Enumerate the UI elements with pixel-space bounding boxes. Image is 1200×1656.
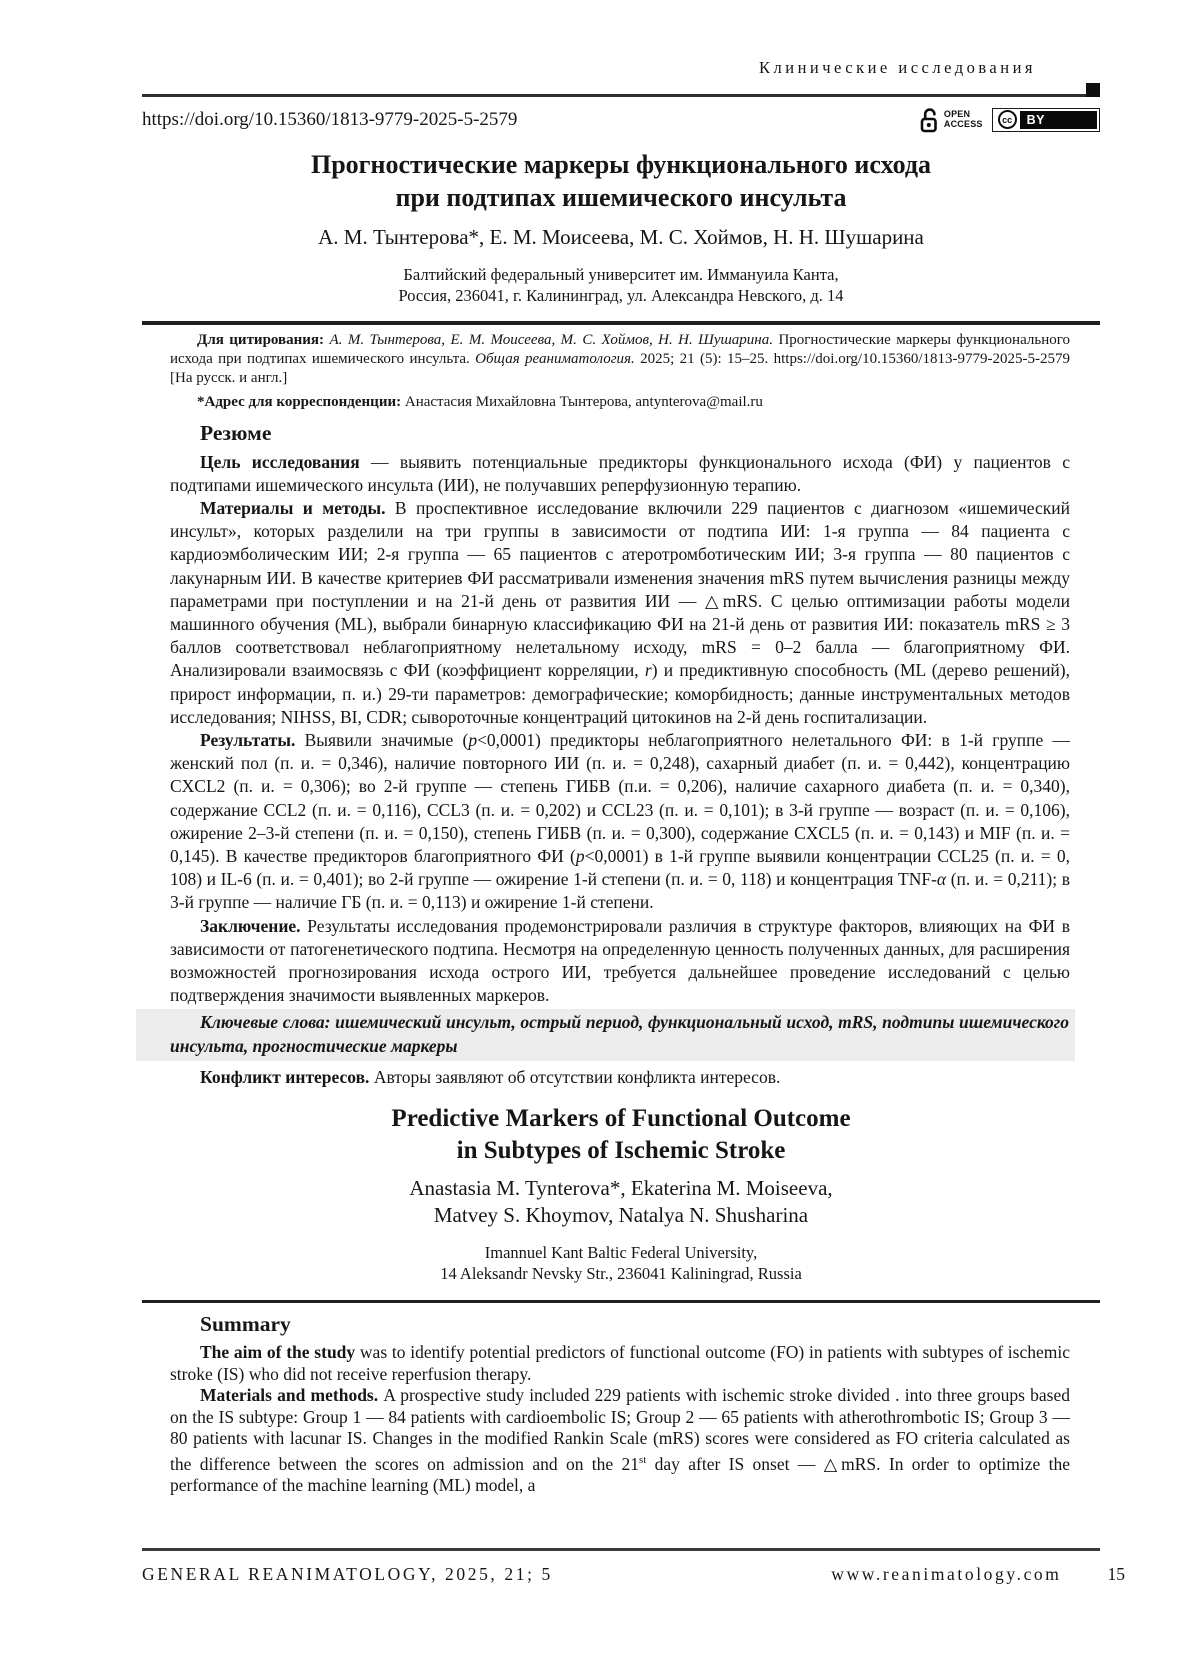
license-badges <box>919 106 1100 133</box>
summary-rule <box>142 1300 1100 1303</box>
article-title-en <box>142 1103 1100 1167</box>
corner-square-decoration <box>1086 83 1100 97</box>
text-run: 2025; 21 (5): 15–25. https://doi.org/10.15360/1813-9779-2025-5-2579 [На русск. и англ.] <box>170 350 1070 386</box>
paragraph <box>170 497 1070 729</box>
journal-website[interactable]: www.reanimatology.com <box>831 1564 1062 1584</box>
summary-heading: Summary <box>200 1311 291 1336</box>
cc-icon: cc <box>998 110 1017 129</box>
text-line: Anastasia M. Tynterova*, Ekaterina M. Moiseeva, <box>409 1175 833 1200</box>
conflict-of-interest <box>170 1066 1070 1089</box>
cc-by-license-badge[interactable] <box>992 108 1100 132</box>
open-access-label <box>944 110 983 130</box>
text-run: st <box>639 1453 647 1466</box>
text-run: В проспективное исследование включили 229 пациентов с диагнозом «ишемический инсульт», которых разделили на три группы в зависимости от подтипа ИИ: 1-я группа — 84 пациента с кардиоэмболическим ИИ; 2-я группа — 65 пациентов с атеротромботическим ИИ; 3-я группа — 80 пациентов с лакунарным ИИ. В качестве критериев ФИ рассматривали изменения значения mRS путем вычисления разницы между параметрами при поступлении и на 21-й день от развития ИИ — △mRS. С целью оптимизации работы модели машинного обучения (ML), выбрали бинарную классификацию ФИ на 21-й день от развития ИИ: показатель mRS ≥ 3 баллов соответствовал неблагоприятному нелетальному исходу, mRS = 0–2 балла — благоприятному ФИ. Анализировали взаимосвязь с ФИ (коэффициент корреляции, <box>170 497 1070 681</box>
citation-paragraph <box>170 331 1070 388</box>
summary-en <box>142 1337 1100 1497</box>
text-run: day after IS onset — △mRS. In order to optimize the performance of the machine learning (ML) model, a <box>170 1453 1070 1496</box>
text-run: α <box>936 869 947 890</box>
doi-row <box>142 106 1100 133</box>
text-run: p <box>468 729 478 750</box>
page-number: 15 <box>1107 1564 1125 1584</box>
text-run: Результаты исследования продемонстрировали различия в структуре факторов, влияющих на ФИ в зависимости от патогенетического подтипа. Несмотря на определенную ценность полученных данных, для расширения возможностей прогнозирования исхода острого ИИ, требуется дальнейшее проведение исследований с целью подтверждения значимости выявленных маркеров. <box>170 915 1070 1006</box>
text-run: — выявить потенциальные предикторы функционального исхода (ФИ) у пациентов с подтипами ишемического инсульта (ИИ), не получавших реперфузионную терапию. <box>170 451 1070 495</box>
paragraph <box>170 1385 1070 1497</box>
text-run: Materials and methods. <box>200 1385 384 1406</box>
text-run: Анастасия Михайловна Тынтерова, antynterova@mail.ru <box>404 393 763 410</box>
article-title-ru <box>142 148 1100 214</box>
text-run: Заключение. <box>200 915 308 936</box>
affiliation-en <box>142 1242 1100 1284</box>
header-rule-line <box>142 94 1087 97</box>
page-footer <box>142 1548 1125 1585</box>
text-run: Для цитирования: <box>197 331 330 348</box>
paragraph <box>170 451 1070 497</box>
correspondence-line <box>170 393 1070 412</box>
authors-en <box>142 1175 1100 1229</box>
text-run: A prospective study included 229 patients with ischemic stroke divided . into three groups based on the IS subtype: Group 1 — 84 patients with cardioembolic IS; Group 2 — 65 patients with atherothrombotic IS; Group 3 — 80 patients with lacunar IS. Changes in the modified Rankin Scale (mRS) scores were considered as FO criteria calculated as the difference between the scores on admission and on the 21 <box>170 1385 1071 1474</box>
text-line: Predictive Markers of Functional Outcome <box>391 1104 851 1132</box>
text-run: r <box>644 660 652 681</box>
text-line: ACCESS <box>943 118 983 129</box>
text-run: Цель исследования <box>200 451 372 472</box>
text-run: (п. и. = 0,211); в 3-й группе — наличие ГБ (п. и. = 0,113) и ожирение 1-й степени. <box>170 869 1070 913</box>
header-rule <box>142 83 1100 97</box>
abstract-ru <box>142 446 1100 1008</box>
abstract-heading-ru: Резюме <box>200 420 272 445</box>
text-run: Выявили значимые ( <box>304 729 469 750</box>
paragraph <box>170 1342 1070 1385</box>
section-label: Клинические исследования <box>759 58 1036 77</box>
text-line: Imannuel Kant Baltic Federal University, <box>484 1242 758 1262</box>
paragraph <box>170 915 1070 1008</box>
text-line: OPEN <box>943 108 971 119</box>
text-line: Matvey S. Khoymov, Natalya N. Shusharina <box>433 1202 809 1227</box>
cc-by-label: BY <box>1020 111 1097 129</box>
text-line: Россия, 236041, г. Калининград, ул. Александра Невского, д. 14 <box>398 286 844 305</box>
conflict-block <box>142 1061 1100 1089</box>
text-run: ) и предиктивную способность (ML (дерево решений), прирост информации, п. и.) 29-ти параметров: демографические; коморбидность; данные инструментальных методов исследования; NIHSS, BI, CDR; сывороточные концентраций цитокинов на 2-й день госпитализации. <box>170 660 1071 727</box>
paragraph <box>170 729 1070 915</box>
text-run: <0,0001) предикторы неблагоприятного нелетального ФИ: в 1-й группе — женский пол (п. и. = 0,346), наличие повторного ИИ (п. и. = 0,248), сахарный диабет (п. и. = 0,442), концентрацию CXCL2 (п. и. = 0,306); во 2-й группе — степень ГИБВ (п.и. = 0,206), наличие сахарного диабета (п. и. = 0,340), содержание CCL2 (п. и. = 0,116), CCL3 (п. и. = 0,202) и CCL23 (п. и. = 0,101); в 3-й группе — возраст (п. и. = 0,106), ожирение 2–3-й степени (п. и. = 0,150), степень ГИБВ (п. и. = 0,300), содержание CXCL5 (п. и. = 0,143) и MIF (п. и. = 0,145). В качестве предикторов благоприятного ФИ ( <box>170 729 1070 866</box>
doi-link[interactable]: https://doi.org/10.15360/1813-9779-2025-5-2579 <box>142 108 518 130</box>
citation-block <box>142 325 1100 412</box>
text-run: The aim of the study <box>200 1341 360 1362</box>
open-lock-icon <box>919 106 940 133</box>
text-line: 14 Aleksandr Nevsky Str., 236041 Kaliningrad, Russia <box>440 1263 802 1283</box>
text-run: Общая реаниматология. <box>475 350 641 367</box>
affiliation-ru <box>142 264 1100 306</box>
text-run: *Адрес для корреспонденции: <box>197 393 405 410</box>
text-run: А. М. Тынтерова, Е. М. Моисеева, М. С. Хоймов, Н. Н. Шушарина. <box>329 331 779 348</box>
journal-name: GENERAL REANIMATOLOGY, 2025, 21; 5 <box>142 1564 553 1584</box>
text-run: Ключевые слова: ишемический инсульт, острый период, функциональный исход, mRS, подтипы ишемического инсульта, прогностические маркеры <box>170 1012 1069 1056</box>
text-line: при подтипах ишемического инсульта <box>395 183 847 212</box>
keywords-ru <box>170 1011 1069 1057</box>
text-run: was to identify potential predictors of functional outcome (FO) in patients with subtypes of ischemic stroke (IS) who did not receive reperfusion therapy. <box>170 1341 1070 1384</box>
text-run: Прогностические маркеры функционального исхода при подтипах ишемического инсульта. <box>170 331 1070 367</box>
footer-rule <box>142 1548 1100 1551</box>
text-run: p <box>575 845 585 866</box>
text-run: Конфликт интересов. <box>200 1066 374 1087</box>
text-run: Материалы и методы. <box>200 497 395 518</box>
authors-ru: А. М. Тынтерова*, Е. М. Моисеева, М. С. Хоймов, Н. Н. Шушарина <box>318 225 924 249</box>
footer-row <box>142 1564 1125 1585</box>
text-run: Результаты. <box>200 729 305 750</box>
text-run: Авторы заявляют об отсутствии конфликта интересов. <box>373 1066 781 1087</box>
text-line: Балтийский федеральный университет им. Иммануила Канта, <box>403 265 839 284</box>
page-content <box>142 0 1100 1497</box>
open-access-badge <box>919 106 983 133</box>
keywords-highlight <box>136 1009 1075 1060</box>
text-line: in Subtypes of Ischemic Stroke <box>456 1136 786 1164</box>
text-run: <0,0001) в 1-й группе выявили концентрации CCL25 (п. и. = 0, 108) и IL-6 (п. и. = 0,401); во 2-й группе — ожирение 1-й степени (п. и. = 0, 118) и концентрация TNF- <box>170 845 1070 890</box>
text-line: Прогностические маркеры функционального исхода <box>311 150 931 179</box>
